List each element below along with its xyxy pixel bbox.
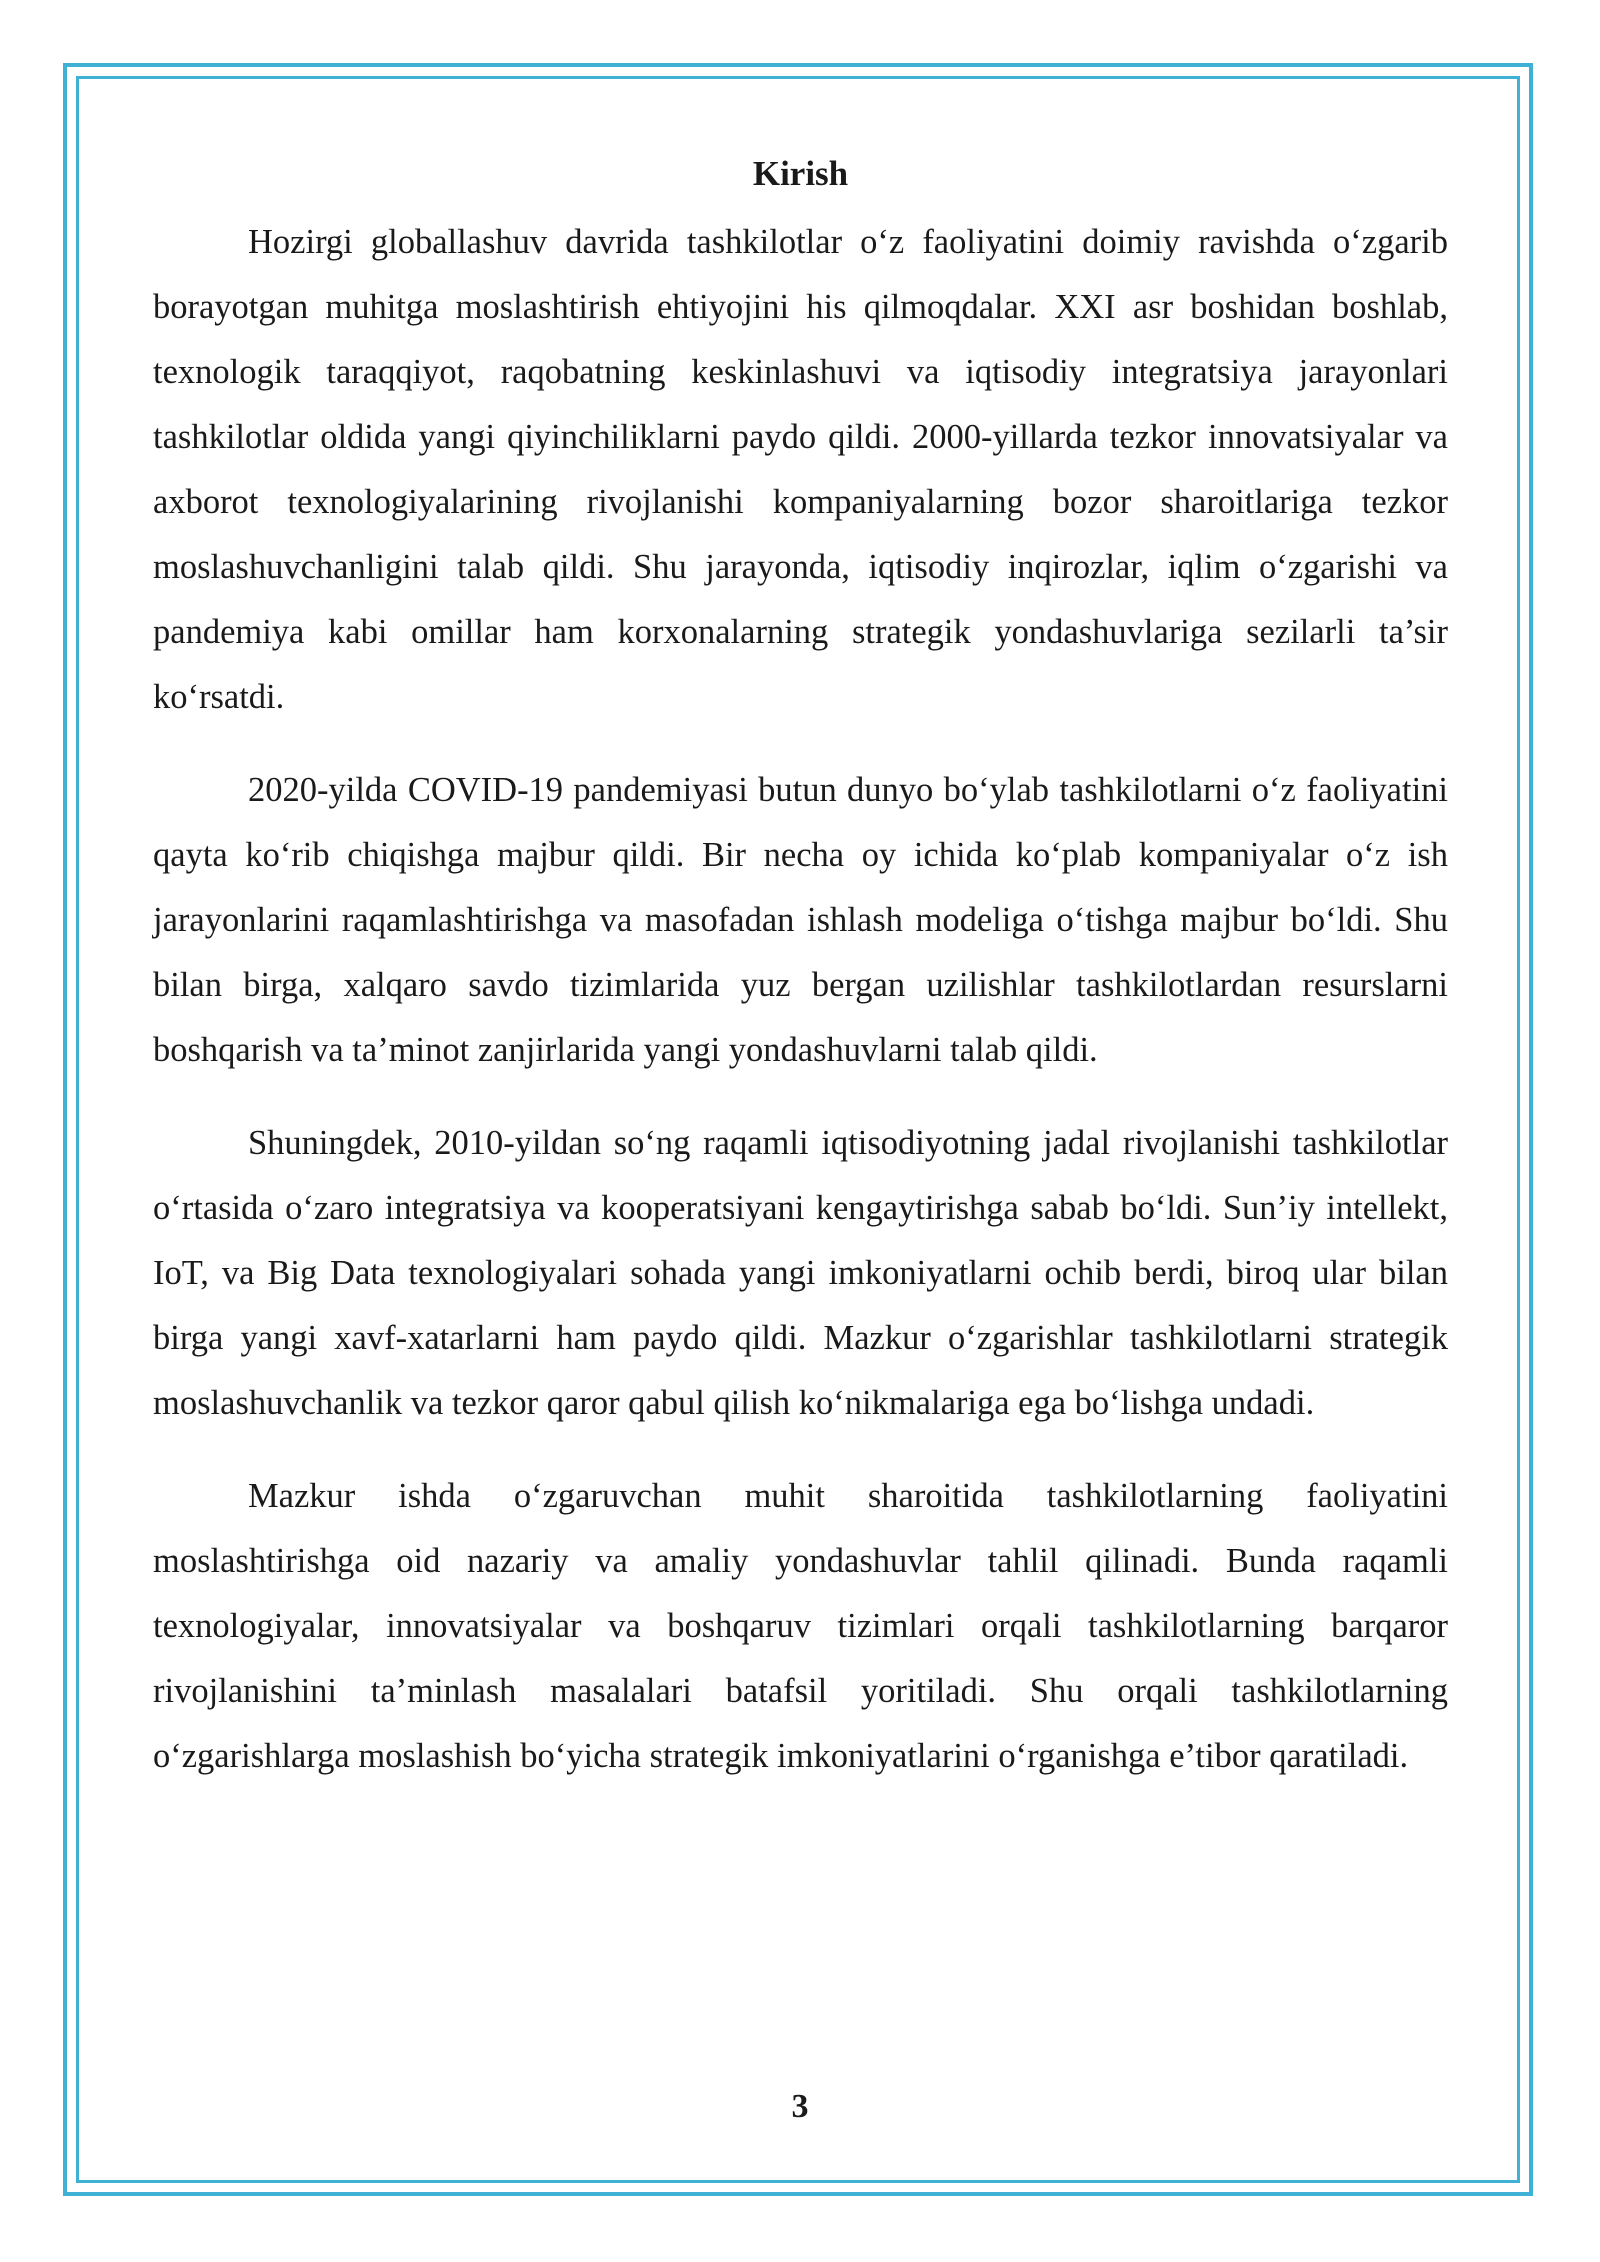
page-title: Kirish [752,154,849,193]
paragraph-1: Hozirgi globallashuv davrida tashkilotlar o‘z faoliyatini doimiy ravishda o‘zgarib borayotgan muhitga moslashtirish ehtiyojini his qilmoqdalar. XXI asr boshidan boshlab, texnologik taraqqiyot, raqobatning keskinlashuvi va iqtisodiy integratsiya jarayonlari tashkilotlar oldida yangi qiyinchiliklarni paydo qildi. 2000-yillarda tezkor innovatsiyalar va axborot texnologiyalarining rivojlanishi kompaniyalarning bozor sharoitlariga tezkor moslashuvchanligini talab qildi. Shu jarayonda, iqtisodiy inqirozlar, iqlim o‘zgarishi va pandemiya kabi omillar ham korxonalarning strategik yondashuvlariga sezilarli ta’sir ko‘rsatdi. [153,223,1448,716]
page-content [153,148,1448,1817]
paragraph-4: Mazkur ishda o‘zgaruvchan muhit sharoitida tashkilotlarning faoliyatini moslashtirishga oid nazariy va amaliy yondashuvlar tahlil qilinadi. Bunda raqamli texnologiyalar, innovatsiyalar va boshqaruv tizimlari orqali tashkilotlarning barqaror rivojlanishini ta’minlash masalalari batafsil yoritiladi. Shu orqali tashkilotlarning o‘zgarishlarga moslashish bo‘yicha strategik imkoniyatlarini o‘rganishga e’tibor qaratiladi. [153,1477,1448,1775]
paragraph-3: Shuningdek, 2010-yildan so‘ng raqamli iqtisodiyotning jadal rivojlanishi tashkilotlar o‘rtasida o‘zaro integratsiya va kooperatsiyani kengaytirishga sabab bo‘ldi. Sun’iy intellekt, IoT, va Big Data texnologiyalari sohada yangi imkoniyatlarni ochib berdi, biroq ular bilan birga yangi xavf-xatarlarni ham paydo qildi. Mazkur o‘zgarishlar tashkilotlarni strategik moslashuvchanlik va tezkor qaror qabul qilish ko‘nikmalariga ega bo‘lishga undadi. [153,1124,1448,1422]
page-number: 3 [791,2088,809,2125]
paragraph-2: 2020-yilda COVID-19 pandemiyasi butun dunyo bo‘ylab tashkilotlarni o‘z faoliyatini qayta ko‘rib chiqishga majbur qildi. Bir necha oy ichida ko‘plab kompaniyalar o‘z ish jarayonlarini raqamlashtirishga va masofadan ishlash modeliga o‘tishga majbur bo‘ldi. Shu bilan birga, xalqaro savdo tizimlarida yuz bergan uzilishlar tashkilotlardan resurslarni boshqarish va ta’minot zanjirlarida yangi yondashuvlarni talab qildi. [153,771,1448,1069]
